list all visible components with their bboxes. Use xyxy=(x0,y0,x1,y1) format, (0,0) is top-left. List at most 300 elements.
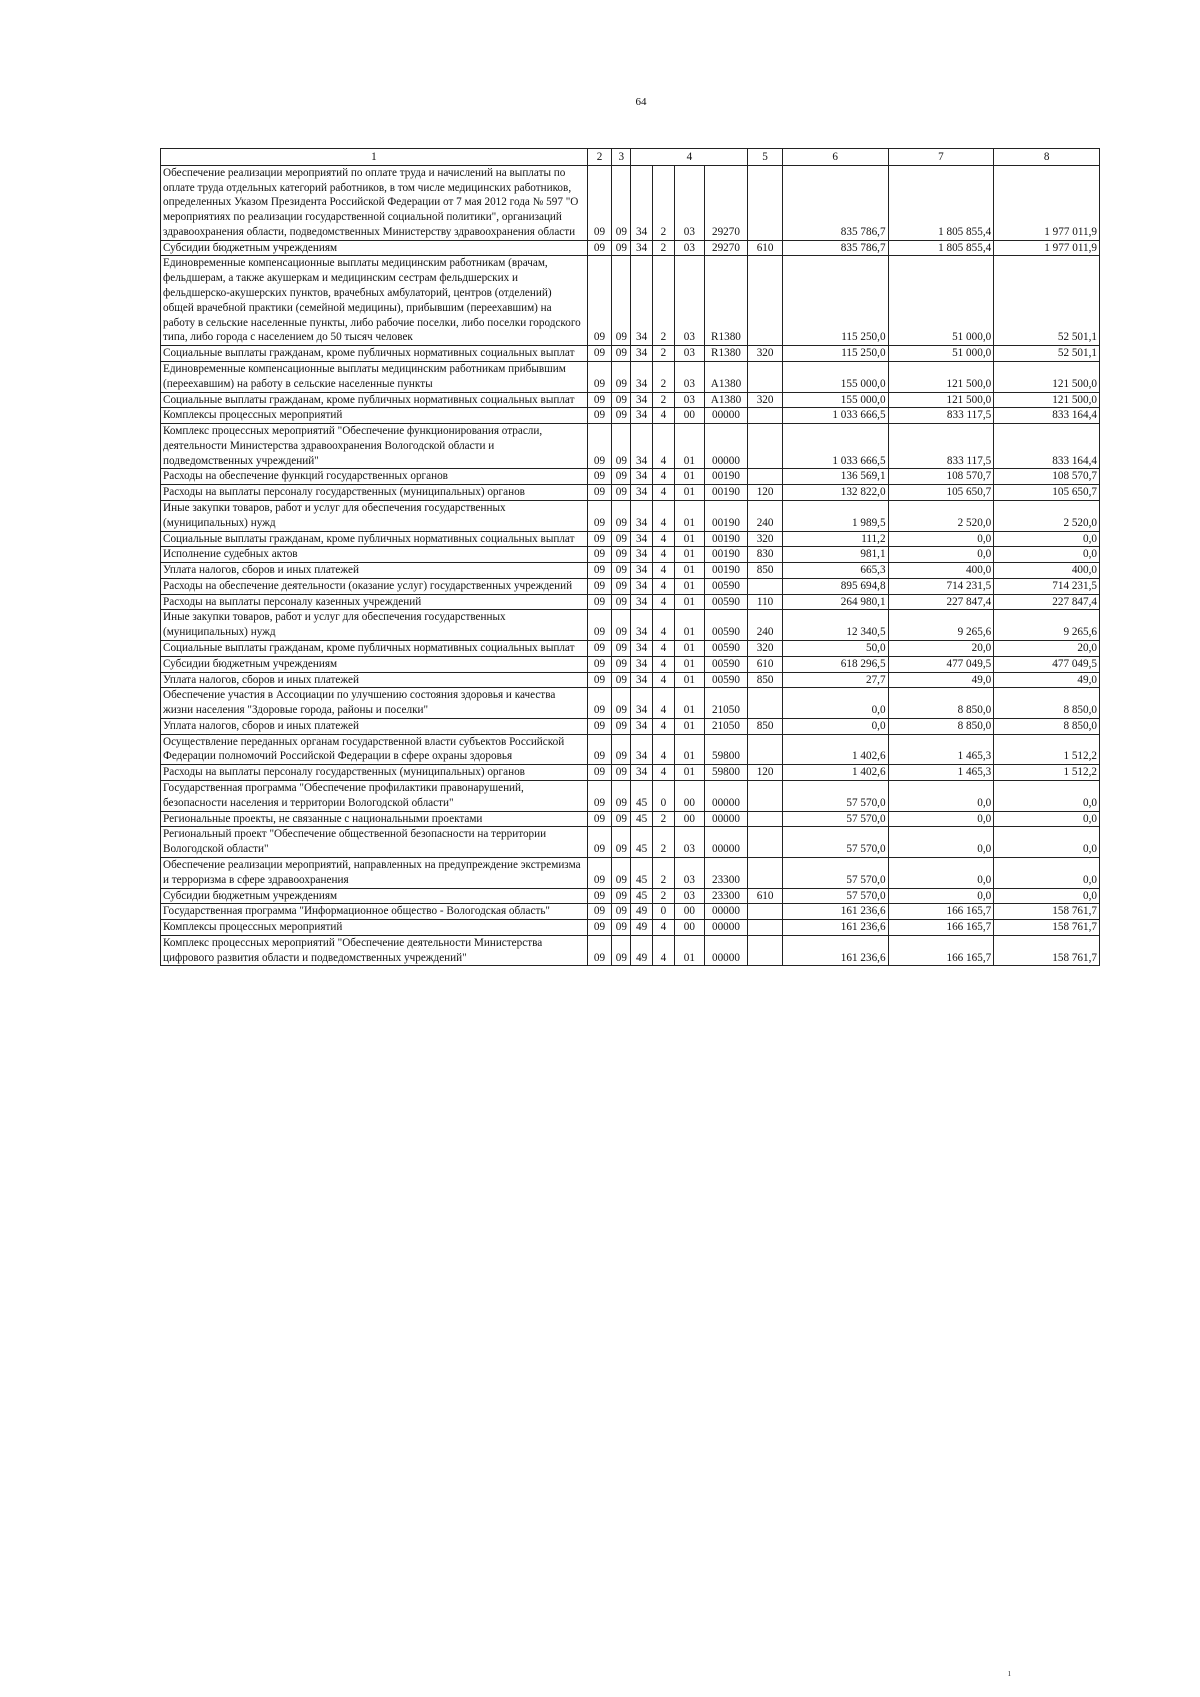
cell-col-7: 0,0 xyxy=(888,827,994,858)
cell-col-8: 714 231,5 xyxy=(994,578,1100,594)
cell-col-7: 1 805 855,4 xyxy=(888,240,994,256)
cell-col-5 xyxy=(748,424,783,469)
cell-col-3: 09 xyxy=(612,578,631,594)
cell-col-4-direction: 21050 xyxy=(704,688,748,719)
cell-col-4-type: 2 xyxy=(652,240,674,256)
cell-col-8: 477 049,5 xyxy=(994,656,1100,672)
cell-col-2: 09 xyxy=(587,718,611,734)
cell-col-6: 111,2 xyxy=(782,531,888,547)
cell-col-2: 09 xyxy=(587,920,611,936)
cell-col-5: 320 xyxy=(748,531,783,547)
cell-col-4-direction: 00000 xyxy=(704,904,748,920)
cell-col-5 xyxy=(748,256,783,346)
cell-col-4-subprogram: 01 xyxy=(675,485,704,501)
cell-col-4-direction: 00000 xyxy=(704,408,748,424)
cell-col-2: 09 xyxy=(587,781,611,812)
cell-col-3: 09 xyxy=(612,594,631,610)
cell-col-4-program: 34 xyxy=(631,672,652,688)
cell-col-4-subprogram: 01 xyxy=(675,718,704,734)
table-row xyxy=(161,781,1100,812)
cell-col-4-type: 2 xyxy=(652,827,674,858)
cell-col-8: 158 761,7 xyxy=(994,904,1100,920)
cell-col-4-subprogram: 00 xyxy=(675,781,704,812)
cell-col-4-subprogram: 00 xyxy=(675,811,704,827)
cell-col-4-direction: R1380 xyxy=(704,256,748,346)
cell-col-7: 0,0 xyxy=(888,547,994,563)
cell-col-4-subprogram: 01 xyxy=(675,469,704,485)
cell-col-4-type: 4 xyxy=(652,531,674,547)
cell-col-2: 09 xyxy=(587,672,611,688)
row-name: Социальные выплаты гражданам, кроме публичных нормативных социальных выплат xyxy=(161,346,588,362)
row-name: Региональный проект "Обеспечение общественной безопасности на территории Вологодской области" xyxy=(161,827,588,858)
table-row xyxy=(161,656,1100,672)
cell-col-5: 320 xyxy=(748,392,783,408)
cell-col-8: 52 501,1 xyxy=(994,256,1100,346)
cell-col-4-type: 4 xyxy=(652,485,674,501)
cell-col-4-type: 2 xyxy=(652,811,674,827)
cell-col-4-type: 4 xyxy=(652,594,674,610)
column-header-6: 6 xyxy=(782,149,888,166)
cell-col-2: 09 xyxy=(587,547,611,563)
cell-col-4-type: 2 xyxy=(652,392,674,408)
cell-col-2: 09 xyxy=(587,165,611,240)
cell-col-6: 136 569,1 xyxy=(782,469,888,485)
row-name: Субсидии бюджетным учреждениям xyxy=(161,240,588,256)
table-row xyxy=(161,672,1100,688)
cell-col-8: 49,0 xyxy=(994,672,1100,688)
cell-col-4-program: 34 xyxy=(631,500,652,531)
cell-col-6: 132 822,0 xyxy=(782,485,888,501)
cell-col-4-program: 34 xyxy=(631,547,652,563)
cell-col-8: 0,0 xyxy=(994,811,1100,827)
cell-col-2: 09 xyxy=(587,594,611,610)
cell-col-4-program: 49 xyxy=(631,904,652,920)
cell-col-5 xyxy=(748,920,783,936)
table-row xyxy=(161,563,1100,579)
column-header-7: 7 xyxy=(888,149,994,166)
table-row xyxy=(161,361,1100,392)
cell-col-3: 09 xyxy=(612,672,631,688)
cell-col-4-type: 4 xyxy=(652,578,674,594)
cell-col-4-direction: A1380 xyxy=(704,392,748,408)
cell-col-8: 0,0 xyxy=(994,857,1100,888)
cell-col-2: 09 xyxy=(587,765,611,781)
cell-col-7: 121 500,0 xyxy=(888,361,994,392)
table-row xyxy=(161,240,1100,256)
cell-col-6: 27,7 xyxy=(782,672,888,688)
cell-col-3: 09 xyxy=(612,240,631,256)
cell-col-4-type: 4 xyxy=(652,920,674,936)
cell-col-7: 51 000,0 xyxy=(888,346,994,362)
cell-col-6: 264 980,1 xyxy=(782,594,888,610)
cell-col-2: 09 xyxy=(587,578,611,594)
table-row xyxy=(161,811,1100,827)
cell-col-4-direction: 00190 xyxy=(704,563,748,579)
cell-col-8: 1 512,2 xyxy=(994,734,1100,765)
cell-col-3: 09 xyxy=(612,392,631,408)
cell-col-6: 161 236,6 xyxy=(782,920,888,936)
column-header-1: 1 xyxy=(161,149,588,166)
row-name: Социальные выплаты гражданам, кроме публичных нормативных социальных выплат xyxy=(161,531,588,547)
cell-col-8: 8 850,0 xyxy=(994,688,1100,719)
cell-col-4-subprogram: 03 xyxy=(675,857,704,888)
cell-col-2: 09 xyxy=(587,734,611,765)
row-name: Исполнение судебных актов xyxy=(161,547,588,563)
cell-col-7: 400,0 xyxy=(888,563,994,579)
column-header-2: 2 xyxy=(587,149,611,166)
cell-col-4-program: 45 xyxy=(631,857,652,888)
cell-col-5: 830 xyxy=(748,547,783,563)
cell-col-7: 51 000,0 xyxy=(888,256,994,346)
cell-col-7: 1 805 855,4 xyxy=(888,165,994,240)
cell-col-7: 0,0 xyxy=(888,888,994,904)
cell-col-4-program: 34 xyxy=(631,408,652,424)
cell-col-4-program: 34 xyxy=(631,485,652,501)
cell-col-4-program: 34 xyxy=(631,734,652,765)
cell-col-4-subprogram: 03 xyxy=(675,256,704,346)
row-name: Расходы на обеспечение функций государственных органов xyxy=(161,469,588,485)
cell-col-4-program: 34 xyxy=(631,563,652,579)
cell-col-7: 0,0 xyxy=(888,811,994,827)
cell-col-7: 227 847,4 xyxy=(888,594,994,610)
table-row xyxy=(161,500,1100,531)
table-row xyxy=(161,765,1100,781)
cell-col-8: 0,0 xyxy=(994,781,1100,812)
table-row xyxy=(161,392,1100,408)
cell-col-7: 0,0 xyxy=(888,781,994,812)
cell-col-6: 57 570,0 xyxy=(782,857,888,888)
cell-col-2: 09 xyxy=(587,857,611,888)
cell-col-4-direction: 00590 xyxy=(704,594,748,610)
budget-table xyxy=(160,148,1100,966)
cell-col-4-direction: 00190 xyxy=(704,485,748,501)
table-row xyxy=(161,424,1100,469)
cell-col-8: 833 164,4 xyxy=(994,408,1100,424)
cell-col-4-subprogram: 01 xyxy=(675,656,704,672)
cell-col-4-program: 34 xyxy=(631,531,652,547)
cell-col-2: 09 xyxy=(587,827,611,858)
cell-col-7: 0,0 xyxy=(888,857,994,888)
cell-col-6: 1 402,6 xyxy=(782,734,888,765)
row-name: Обеспечение участия в Ассоциации по улучшению состояния здоровья и качества жизни населения "Здоровые города, районы и поселки" xyxy=(161,688,588,719)
cell-col-4-program: 34 xyxy=(631,424,652,469)
cell-col-4-subprogram: 01 xyxy=(675,578,704,594)
cell-col-6: 0,0 xyxy=(782,688,888,719)
row-name: Осуществление переданных органам государственной власти субъектов Российской Федерации полномочий Российской Федерации в сфере охраны здоровья xyxy=(161,734,588,765)
cell-col-2: 09 xyxy=(587,392,611,408)
cell-col-7: 714 231,5 xyxy=(888,578,994,594)
table-row xyxy=(161,888,1100,904)
row-name: Комплексы процессных мероприятий xyxy=(161,408,588,424)
cell-col-4-subprogram: 01 xyxy=(675,594,704,610)
cell-col-4-subprogram: 03 xyxy=(675,240,704,256)
cell-col-7: 49,0 xyxy=(888,672,994,688)
row-name: Региональные проекты, не связанные с национальными проектами xyxy=(161,811,588,827)
table-body xyxy=(161,165,1100,966)
cell-col-4-type: 2 xyxy=(652,361,674,392)
cell-col-6: 57 570,0 xyxy=(782,888,888,904)
cell-col-6: 835 786,7 xyxy=(782,165,888,240)
cell-col-4-direction: 29270 xyxy=(704,165,748,240)
row-name: Комплексы процессных мероприятий xyxy=(161,920,588,936)
cell-col-6: 57 570,0 xyxy=(782,781,888,812)
cell-col-5: 610 xyxy=(748,888,783,904)
cell-col-4-program: 34 xyxy=(631,165,652,240)
cell-col-4-type: 4 xyxy=(652,563,674,579)
table-row xyxy=(161,904,1100,920)
cell-col-4-direction: 21050 xyxy=(704,718,748,734)
table-row xyxy=(161,920,1100,936)
cell-col-4-program: 34 xyxy=(631,656,652,672)
cell-col-2: 09 xyxy=(587,688,611,719)
cell-col-3: 09 xyxy=(612,781,631,812)
cell-col-4-program: 34 xyxy=(631,392,652,408)
cell-col-4-direction: 00190 xyxy=(704,500,748,531)
cell-col-4-direction: 00000 xyxy=(704,935,748,966)
cell-col-3: 09 xyxy=(612,424,631,469)
cell-col-4-subprogram: 03 xyxy=(675,346,704,362)
cell-col-4-program: 34 xyxy=(631,240,652,256)
cell-col-5 xyxy=(748,408,783,424)
cell-col-4-type: 4 xyxy=(652,765,674,781)
cell-col-3: 09 xyxy=(612,361,631,392)
cell-col-8: 52 501,1 xyxy=(994,346,1100,362)
cell-col-4-type: 2 xyxy=(652,256,674,346)
table-row xyxy=(161,485,1100,501)
cell-col-4-type: 4 xyxy=(652,500,674,531)
cell-col-4-direction: 00000 xyxy=(704,781,748,812)
cell-col-4-direction: 59800 xyxy=(704,734,748,765)
cell-col-5: 110 xyxy=(748,594,783,610)
cell-col-7: 121 500,0 xyxy=(888,392,994,408)
table-row xyxy=(161,857,1100,888)
cell-col-7: 105 650,7 xyxy=(888,485,994,501)
cell-col-7: 1 465,3 xyxy=(888,734,994,765)
cell-col-4-direction: R1380 xyxy=(704,346,748,362)
table-row xyxy=(161,734,1100,765)
cell-col-5 xyxy=(748,904,783,920)
cell-col-2: 09 xyxy=(587,656,611,672)
cell-col-3: 09 xyxy=(612,531,631,547)
row-name: Иные закупки товаров, работ и услуг для обеспечения государственных (муниципальных) нужд xyxy=(161,500,588,531)
cell-col-4-type: 4 xyxy=(652,610,674,641)
cell-col-2: 09 xyxy=(587,531,611,547)
cell-col-4-program: 45 xyxy=(631,827,652,858)
row-name: Единовременные компенсационные выплаты медицинским работникам прибывшим (переехавшим) на работу в сельские населенные пункты xyxy=(161,361,588,392)
cell-col-8: 121 500,0 xyxy=(994,361,1100,392)
cell-col-2: 09 xyxy=(587,888,611,904)
table-row xyxy=(161,165,1100,240)
cell-col-4-subprogram: 01 xyxy=(675,610,704,641)
table-row xyxy=(161,935,1100,966)
cell-col-4-type: 0 xyxy=(652,904,674,920)
cell-col-2: 09 xyxy=(587,361,611,392)
cell-col-5 xyxy=(748,361,783,392)
cell-col-8: 8 850,0 xyxy=(994,718,1100,734)
cell-col-5: 320 xyxy=(748,641,783,657)
cell-col-4-type: 4 xyxy=(652,469,674,485)
cell-col-5: 240 xyxy=(748,500,783,531)
table-row xyxy=(161,610,1100,641)
cell-col-4-subprogram: 03 xyxy=(675,392,704,408)
cell-col-4-type: 4 xyxy=(652,547,674,563)
cell-col-6: 0,0 xyxy=(782,718,888,734)
cell-col-4-subprogram: 01 xyxy=(675,641,704,657)
cell-col-4-direction: 00190 xyxy=(704,531,748,547)
row-name: Государственная программа "Обеспечение профилактики правонарушений, безопасности населения и территории Вологодской области" xyxy=(161,781,588,812)
cell-col-4-direction: 23300 xyxy=(704,888,748,904)
cell-col-4-subprogram: 00 xyxy=(675,408,704,424)
cell-col-4-type: 4 xyxy=(652,656,674,672)
cell-col-4-type: 4 xyxy=(652,734,674,765)
cell-col-4-type: 4 xyxy=(652,935,674,966)
cell-col-4-program: 45 xyxy=(631,811,652,827)
column-header-5: 5 xyxy=(748,149,783,166)
cell-col-3: 09 xyxy=(612,734,631,765)
cell-col-2: 09 xyxy=(587,811,611,827)
row-name: Иные закупки товаров, работ и услуг для обеспечения государственных (муниципальных) нужд xyxy=(161,610,588,641)
cell-col-4-subprogram: 03 xyxy=(675,165,704,240)
cell-col-5 xyxy=(748,827,783,858)
cell-col-2: 09 xyxy=(587,563,611,579)
cell-col-8: 2 520,0 xyxy=(994,500,1100,531)
cell-col-4-subprogram: 03 xyxy=(675,827,704,858)
table-row xyxy=(161,578,1100,594)
cell-col-3: 09 xyxy=(612,485,631,501)
column-header-3: 3 xyxy=(612,149,631,166)
cell-col-6: 155 000,0 xyxy=(782,392,888,408)
cell-col-5: 610 xyxy=(748,240,783,256)
cell-col-6: 618 296,5 xyxy=(782,656,888,672)
row-name: Субсидии бюджетным учреждениям xyxy=(161,656,588,672)
cell-col-4-subprogram: 03 xyxy=(675,361,704,392)
cell-col-8: 400,0 xyxy=(994,563,1100,579)
row-name: Расходы на обеспечение деятельности (оказание услуг) государственных учреждений xyxy=(161,578,588,594)
table-row xyxy=(161,531,1100,547)
cell-col-6: 835 786,7 xyxy=(782,240,888,256)
cell-col-6: 161 236,6 xyxy=(782,904,888,920)
row-name: Расходы на выплаты персоналу казенных учреждений xyxy=(161,594,588,610)
cell-col-5 xyxy=(748,781,783,812)
cell-col-4-program: 34 xyxy=(631,641,652,657)
cell-col-5: 240 xyxy=(748,610,783,641)
cell-col-6: 115 250,0 xyxy=(782,346,888,362)
cell-col-4-direction: 00000 xyxy=(704,920,748,936)
cell-col-3: 09 xyxy=(612,935,631,966)
cell-col-2: 09 xyxy=(587,240,611,256)
cell-col-8: 121 500,0 xyxy=(994,392,1100,408)
cell-col-3: 09 xyxy=(612,857,631,888)
cell-col-8: 158 761,7 xyxy=(994,920,1100,936)
cell-col-3: 09 xyxy=(612,408,631,424)
row-name: Уплата налогов, сборов и иных платежей xyxy=(161,672,588,688)
cell-col-6: 895 694,8 xyxy=(782,578,888,594)
cell-col-4-type: 4 xyxy=(652,424,674,469)
cell-col-5 xyxy=(748,811,783,827)
cell-col-5: 850 xyxy=(748,672,783,688)
cell-col-4-direction: 00590 xyxy=(704,672,748,688)
cell-col-4-type: 2 xyxy=(652,857,674,888)
row-name: Государственная программа "Информационное общество - Вологодская область" xyxy=(161,904,588,920)
cell-col-3: 09 xyxy=(612,500,631,531)
cell-col-6: 115 250,0 xyxy=(782,256,888,346)
cell-col-5: 850 xyxy=(748,718,783,734)
cell-col-8: 20,0 xyxy=(994,641,1100,657)
cell-col-4-type: 2 xyxy=(652,165,674,240)
cell-col-7: 108 570,7 xyxy=(888,469,994,485)
cell-col-2: 09 xyxy=(587,469,611,485)
row-name: Обеспечение реализации мероприятий по оплате труда и начислений на выплаты по оплате труда отдельных категорий работников, в том числе медицинских работников, определенных Указом Президента Российской Федерации от 7 мая 2012 года № 597 "О мероприятиях по реализации государственной социальной политики", организаций здравоохранения области, подведомственных Министерству здравоохранения области xyxy=(161,165,588,240)
cell-col-4-subprogram: 01 xyxy=(675,563,704,579)
cell-col-4-direction: 00590 xyxy=(704,656,748,672)
cell-col-3: 09 xyxy=(612,827,631,858)
cell-col-8: 0,0 xyxy=(994,827,1100,858)
cell-col-7: 2 520,0 xyxy=(888,500,994,531)
cell-col-6: 12 340,5 xyxy=(782,610,888,641)
table-row xyxy=(161,827,1100,858)
cell-col-5 xyxy=(748,935,783,966)
cell-col-7: 477 049,5 xyxy=(888,656,994,672)
cell-col-2: 09 xyxy=(587,424,611,469)
cell-col-4-program: 34 xyxy=(631,765,652,781)
cell-col-7: 20,0 xyxy=(888,641,994,657)
cell-col-4-direction: 59800 xyxy=(704,765,748,781)
page-number: 64 xyxy=(635,96,647,108)
cell-col-6: 155 000,0 xyxy=(782,361,888,392)
cell-col-4-direction: 00590 xyxy=(704,610,748,641)
cell-col-4-subprogram: 01 xyxy=(675,688,704,719)
cell-col-4-subprogram: 00 xyxy=(675,920,704,936)
cell-col-4-direction: 00590 xyxy=(704,641,748,657)
table-row xyxy=(161,469,1100,485)
cell-col-5: 120 xyxy=(748,765,783,781)
column-header-8: 8 xyxy=(994,149,1100,166)
cell-col-5 xyxy=(748,857,783,888)
cell-col-4-direction: 00590 xyxy=(704,578,748,594)
cell-col-7: 8 850,0 xyxy=(888,718,994,734)
row-name: Обеспечение реализации мероприятий, направленных на предупреждение экстремизма и терроризма в сфере здравоохранения xyxy=(161,857,588,888)
cell-col-2: 09 xyxy=(587,346,611,362)
cell-col-3: 09 xyxy=(612,610,631,641)
cell-col-4-direction: 23300 xyxy=(704,857,748,888)
cell-col-4-subprogram: 03 xyxy=(675,888,704,904)
cell-col-4-program: 34 xyxy=(631,256,652,346)
cell-col-4-program: 34 xyxy=(631,469,652,485)
cell-col-6: 50,0 xyxy=(782,641,888,657)
cell-col-4-type: 0 xyxy=(652,781,674,812)
cell-col-4-direction: 00000 xyxy=(704,424,748,469)
cell-col-4-subprogram: 01 xyxy=(675,734,704,765)
cell-col-4-type: 4 xyxy=(652,408,674,424)
cell-col-8: 1 977 011,9 xyxy=(994,165,1100,240)
cell-col-4-subprogram: 01 xyxy=(675,500,704,531)
cell-col-8: 227 847,4 xyxy=(994,594,1100,610)
column-header-4: 4 xyxy=(631,149,748,166)
scan-mark: ı xyxy=(1008,1668,1011,1679)
cell-col-3: 09 xyxy=(612,469,631,485)
cell-col-4-program: 34 xyxy=(631,346,652,362)
cell-col-4-direction: 00000 xyxy=(704,827,748,858)
table-row xyxy=(161,408,1100,424)
cell-col-3: 09 xyxy=(612,165,631,240)
cell-col-2: 09 xyxy=(587,500,611,531)
cell-col-8: 0,0 xyxy=(994,547,1100,563)
cell-col-4-subprogram: 00 xyxy=(675,904,704,920)
table-row xyxy=(161,594,1100,610)
cell-col-7: 833 117,5 xyxy=(888,424,994,469)
cell-col-4-program: 45 xyxy=(631,888,652,904)
cell-col-3: 09 xyxy=(612,920,631,936)
